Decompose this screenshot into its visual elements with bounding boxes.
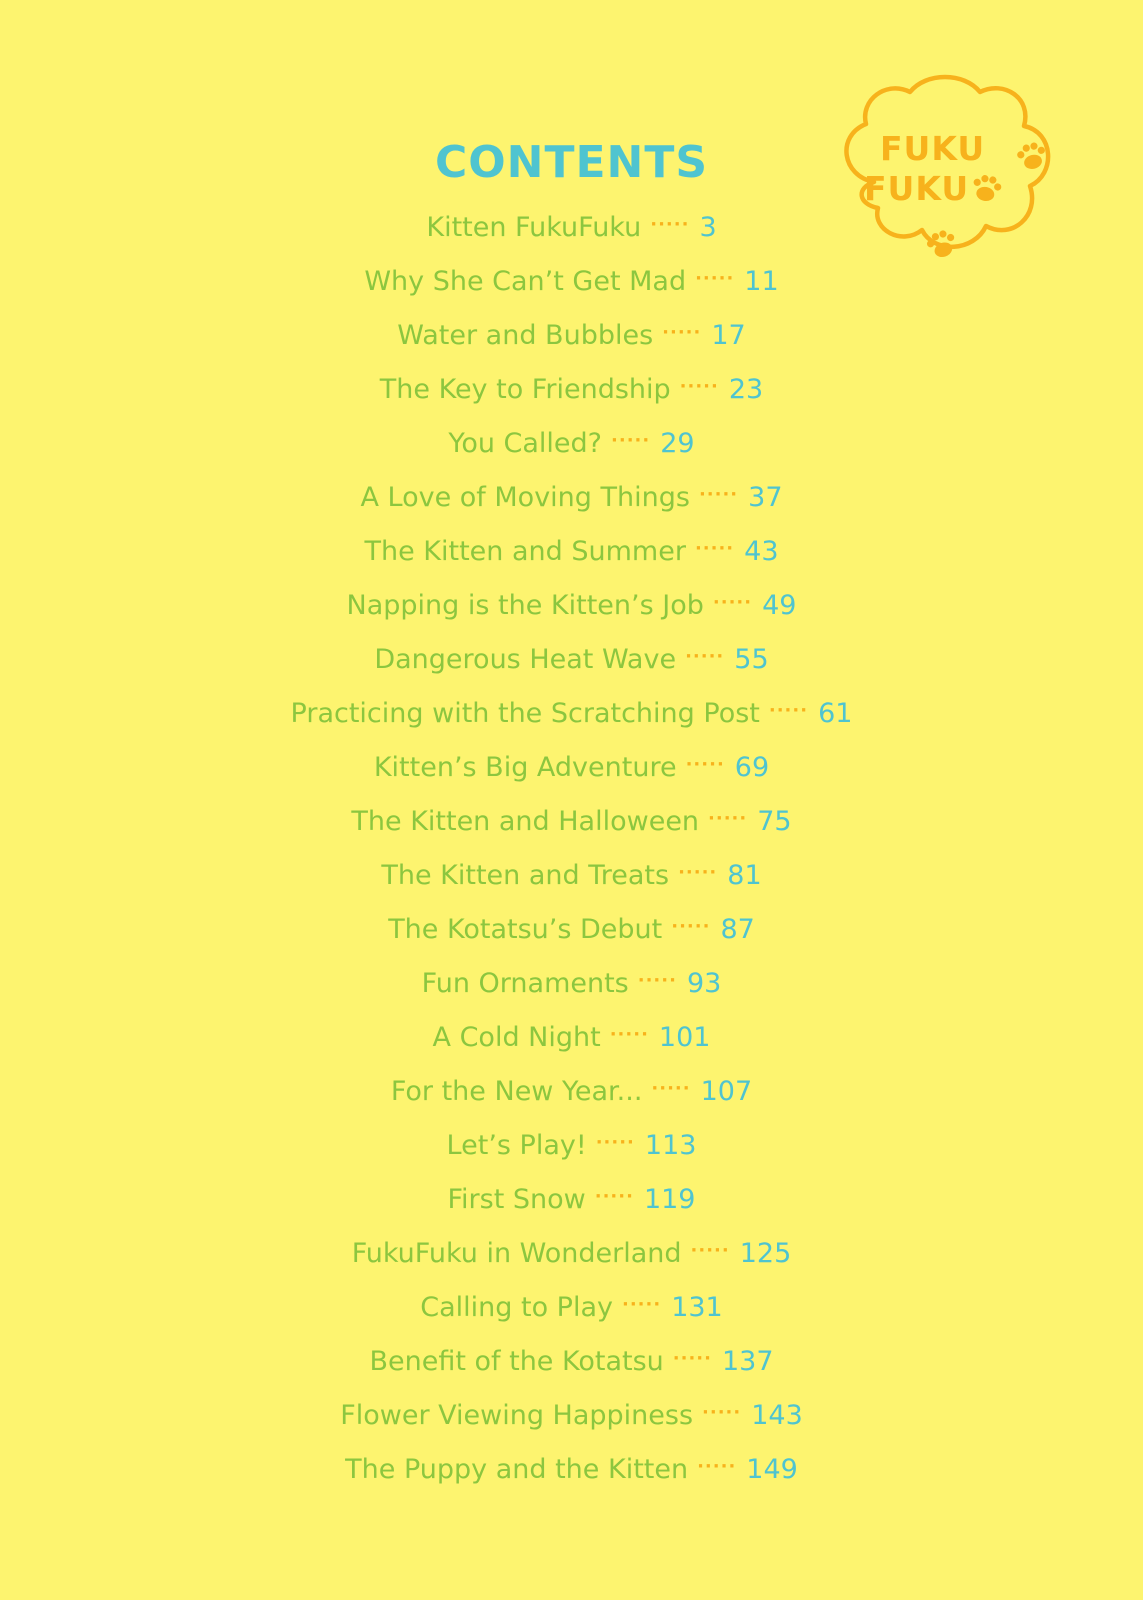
toc-entry[interactable] <box>0 254 1143 308</box>
chapter-title: Practicing with the Scratching Post <box>290 697 760 729</box>
page-number: 107 <box>700 1075 753 1107</box>
page-number: 113 <box>644 1129 697 1161</box>
chapter-title: The Kitten and Treats <box>381 859 670 891</box>
dot-leader: ····· <box>694 537 735 559</box>
chapter-title: Dangerous Heat Wave <box>374 643 677 675</box>
toc-entry[interactable] <box>0 1226 1143 1280</box>
toc-entry[interactable] <box>0 470 1143 524</box>
dot-leader: ····· <box>708 807 748 829</box>
chapter-title: Benefit of the Kotatsu <box>369 1345 664 1377</box>
page-number: 37 <box>748 481 783 513</box>
dot-leader: ····· <box>697 1455 737 1477</box>
chapter-title: The Kitten and Summer <box>364 535 686 567</box>
table-of-contents <box>0 200 1143 1496</box>
page-number: 11 <box>744 265 779 297</box>
toc-entry[interactable] <box>0 200 1143 254</box>
dot-leader: ····· <box>690 1239 730 1261</box>
toc-entry[interactable] <box>0 1334 1143 1388</box>
dot-leader: ····· <box>702 1401 742 1423</box>
paw-print-icon <box>971 173 1003 203</box>
dot-leader: ····· <box>671 915 711 937</box>
dot-leader: ····· <box>698 483 739 505</box>
chapter-title: First Snow <box>447 1183 586 1215</box>
chapter-title: Flower Viewing Happiness <box>340 1399 694 1431</box>
chapter-title: Let’s Play! <box>446 1129 587 1161</box>
dot-leader: ····· <box>637 969 677 991</box>
chapter-title: FukuFuku in Wonderland <box>351 1237 682 1269</box>
dot-leader: ····· <box>621 1293 662 1315</box>
page-number: 29 <box>660 427 695 459</box>
dot-leader: ····· <box>679 375 719 397</box>
page-number: 131 <box>671 1291 723 1323</box>
toc-entry[interactable] <box>0 902 1143 956</box>
dot-leader: ····· <box>685 753 725 775</box>
logo-text-line2: FUKU <box>864 169 970 208</box>
chapter-title: Kitten FukuFuku <box>426 211 642 243</box>
page-number: 75 <box>757 805 792 837</box>
toc-entry[interactable] <box>0 686 1143 740</box>
page-number: 101 <box>658 1021 711 1053</box>
toc-entry[interactable] <box>0 740 1143 794</box>
chapter-title: A Love of Moving Things <box>360 481 690 513</box>
dot-leader: ····· <box>678 861 718 883</box>
chapter-title: The Kotatsu’s Debut <box>388 913 663 945</box>
toc-entry[interactable] <box>0 794 1143 848</box>
page-number: 143 <box>751 1399 803 1431</box>
toc-entry[interactable] <box>0 956 1143 1010</box>
dot-leader: ····· <box>695 267 735 289</box>
page-number: 17 <box>711 319 746 351</box>
page-number: 49 <box>762 589 797 621</box>
chapter-title: Napping is the Kitten’s Job <box>346 589 704 621</box>
page-number: 125 <box>739 1237 792 1269</box>
dot-leader: ····· <box>672 1347 712 1369</box>
dot-leader: ····· <box>611 429 651 451</box>
dot-leader: ····· <box>768 699 809 721</box>
page-number: 55 <box>734 643 769 675</box>
page-number: 119 <box>643 1183 696 1215</box>
dot-leader: ····· <box>609 1023 649 1045</box>
chapter-title: Fun Ornaments <box>421 967 629 999</box>
dot-leader: ····· <box>662 321 702 343</box>
chapter-title: Kitten’s Big Adventure <box>373 751 677 783</box>
toc-entry[interactable] <box>0 1442 1143 1496</box>
page-number: 137 <box>721 1345 774 1377</box>
toc-entry[interactable] <box>0 362 1143 416</box>
chapter-title: Why She Can’t Get Mad <box>364 265 687 297</box>
toc-entry[interactable] <box>0 1010 1143 1064</box>
logo-text-line1: FUKU <box>880 129 986 168</box>
page-number: 149 <box>746 1453 798 1485</box>
page-number: 87 <box>720 913 755 945</box>
dot-leader: ····· <box>712 591 753 613</box>
chapter-title: Calling to Play <box>420 1291 613 1323</box>
toc-entry[interactable] <box>0 308 1143 362</box>
toc-entry[interactable] <box>0 1118 1143 1172</box>
dot-leader: ····· <box>651 1077 691 1099</box>
chapter-title: A Cold Night <box>432 1021 601 1053</box>
page-number: 23 <box>728 373 764 405</box>
toc-entry[interactable] <box>0 524 1143 578</box>
dot-leader: ····· <box>595 1131 635 1153</box>
page-number: 43 <box>744 535 779 567</box>
page-number: 69 <box>734 751 770 783</box>
page-number: 3 <box>699 211 717 243</box>
toc-entry[interactable] <box>0 578 1143 632</box>
chapter-title: The Kitten and Halloween <box>351 805 700 837</box>
toc-entry[interactable] <box>0 632 1143 686</box>
chapter-title: For the New Year... <box>390 1075 643 1107</box>
toc-entry[interactable] <box>0 1064 1143 1118</box>
toc-entry[interactable] <box>0 848 1143 902</box>
page-number: 81 <box>727 859 762 891</box>
page-title: CONTENTS <box>434 137 709 189</box>
toc-entry[interactable] <box>0 1388 1143 1442</box>
dot-leader: ····· <box>650 213 690 235</box>
dot-leader: ····· <box>594 1185 634 1207</box>
chapter-title: You Called? <box>448 427 603 459</box>
page-number: 93 <box>686 967 722 999</box>
chapter-title: The Puppy and the Kitten <box>345 1453 689 1485</box>
toc-entry[interactable] <box>0 1280 1143 1334</box>
toc-entry[interactable] <box>0 416 1143 470</box>
chapter-title: The Key to Friendship <box>379 373 671 405</box>
dot-leader: ····· <box>685 645 725 667</box>
chapter-title: Water and Bubbles <box>397 319 654 351</box>
toc-entry[interactable] <box>0 1172 1143 1226</box>
page-number: 61 <box>818 697 853 729</box>
